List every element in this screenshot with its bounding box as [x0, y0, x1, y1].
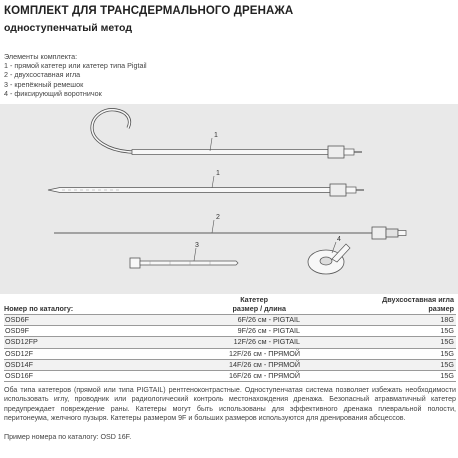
straight-catheter-drawing	[48, 184, 364, 196]
figure-label-1-straight: 1	[216, 170, 220, 177]
table-row: OSD16F 16F/26 см - ПРЯМОЙ 15G	[5, 371, 454, 381]
component-item-1: 1 - прямой катетер или катетер типа Pigtail	[4, 61, 147, 71]
product-description: Оба типа катетеров (прямой или типа PIGTAIL) рентгеноконтрастные. Одноступенчатая система позволяет избежать необходимости использовать иглу, проводник или радиологический контроль местонахождения дренажа. Безопасный атравматичный катетер предупреждает повреждение раны. Катетеры могут быть использованы для эффективного дренажа плевральной полости, перитонеума, желчного пузыря. Катетеры размером 9F и больших размеров используются для дренирования абсцессов.	[4, 386, 456, 423]
page-title: КОМПЛЕКТ ДЛЯ ТРАНСДЕРМАЛЬНОГО ДРЕНАЖА	[4, 5, 294, 17]
fixing-collar-drawing	[308, 244, 350, 274]
figure-label-2-needle: 2	[216, 214, 220, 221]
catheter-header: Катетер размер / длина	[232, 295, 286, 313]
components-heading: Элементы комплекта:	[4, 52, 78, 61]
catalog-header-row	[4, 296, 456, 315]
figure-label-1-pigtail: 1	[214, 132, 218, 139]
two-part-needle-drawing	[54, 227, 406, 239]
figure-label-4-collar: 4	[337, 236, 341, 243]
catalog-table	[4, 296, 456, 382]
catalog-number-header: Номер по каталогу:	[4, 303, 74, 313]
component-item-2: 2 - двухсоставная игла	[4, 70, 81, 80]
kit-drawing	[0, 104, 458, 294]
component-item-4: 4 - фиксирующий воротничок	[4, 88, 102, 98]
table-row: OSD12F 12F/26 см - ПРЯМОЙ 15G	[5, 348, 454, 358]
page-subtitle: одноступенчатый метод	[4, 22, 132, 34]
pigtail-catheter-drawing	[92, 110, 362, 158]
figure-label-3-strap: 3	[195, 242, 199, 249]
table-row: OSD6F 6F/26 см - PIGTAIL 18G	[5, 315, 454, 324]
components-list	[4, 52, 147, 98]
fixing-strap-drawing	[130, 258, 238, 268]
component-item-3: 3 - крепёжный ремешок	[4, 79, 84, 89]
table-row: OSD12FP 12F/26 см - PIGTAIL 15G	[5, 337, 454, 347]
product-illustration	[0, 104, 458, 294]
table-row: OSD9F 9F/26 см - PIGTAIL 15G	[5, 326, 454, 336]
catalog-example: Пример номера по каталогу: OSD 16F.	[4, 433, 132, 441]
table-row: OSD14F 14F/26 см - ПРЯМОЙ 15G	[5, 359, 454, 369]
needle-header: Двухсоставная игла размер	[382, 295, 454, 313]
